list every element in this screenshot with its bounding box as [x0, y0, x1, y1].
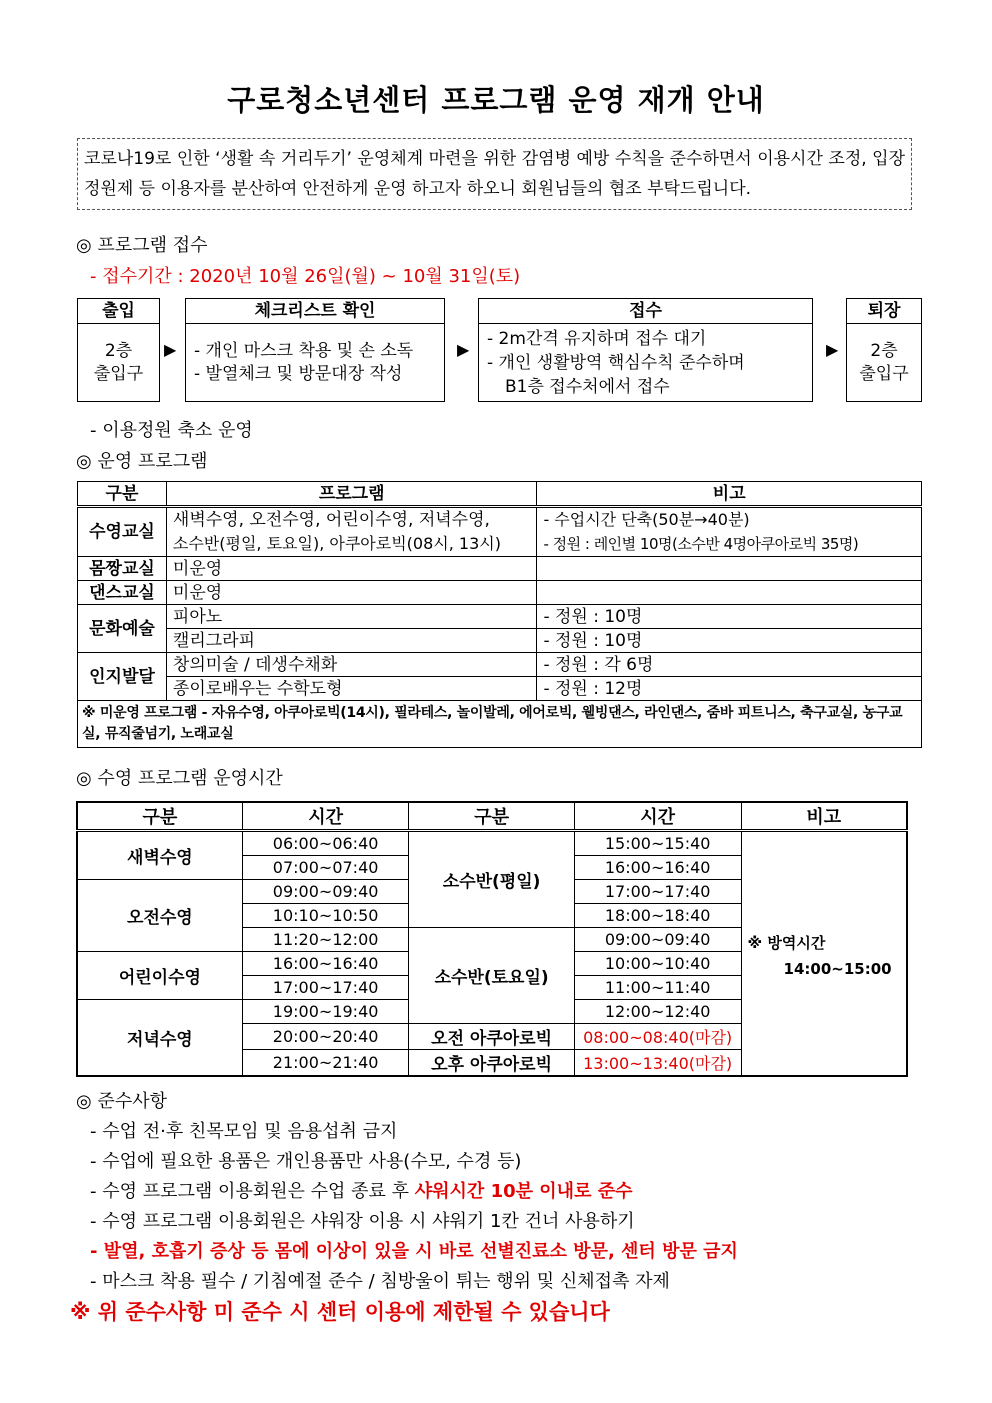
table-row — [78, 629, 922, 653]
table-row — [77, 831, 907, 856]
rule-item: - 수영 프로그램 이용회원은 샤워장 이용 시 샤워기 1칸 건너 사용하기 — [90, 1211, 635, 1232]
program-cell: 캘리그라피 — [166, 629, 537, 653]
rule-item: - 발열, 호흡기 증상 등 몸에 이상이 있을 시 바로 선별진료소 방문, 센터 방문 금지 — [90, 1241, 738, 1262]
program-cell: 창의미술 / 데생수채화 — [166, 653, 537, 677]
program-cell — [166, 507, 537, 557]
step-line: - 발열체크 및 방문대장 작성 — [194, 364, 403, 384]
column-header: 비고 — [741, 802, 907, 831]
column-header: 구분 — [409, 802, 574, 831]
table-header-row — [77, 802, 907, 831]
time-cell: 11:20~12:00 — [242, 928, 409, 952]
note-cell: - 정원 : 12명 — [537, 677, 922, 701]
time-cell: 17:00~17:40 — [574, 880, 741, 904]
program-cell: 미운영 — [166, 581, 537, 605]
step-entry — [77, 298, 160, 402]
step-exit — [846, 298, 922, 402]
program-cell: 피아노 — [166, 605, 537, 629]
category-cell: 오전 아쿠아로빅 — [409, 1024, 574, 1050]
usage-restriction-warning: ※ 위 준수사항 미 준수 시 센터 이용에 제한될 수 있습니다 — [70, 1300, 610, 1324]
step-reception — [478, 298, 813, 402]
reception-note: - 이용정원 축소 운영 — [90, 420, 253, 441]
time-cell: 16:00~16:40 — [242, 952, 409, 976]
step-title: 접수 — [479, 299, 812, 324]
category-cell: 저녁수영 — [77, 1000, 242, 1077]
note-cell: - 정원 : 10명 — [537, 629, 922, 653]
table-row — [78, 605, 922, 629]
step-line: 2층 — [104, 341, 133, 361]
category-cell: 소수반(토요일) — [409, 928, 574, 1024]
table-row — [78, 677, 922, 701]
step-title: 출입 — [78, 299, 159, 324]
category-cell: 댄스교실 — [78, 581, 167, 605]
step-line: - 2m간격 유지하며 접수 대기 — [487, 329, 707, 349]
time-cell: 20:00~20:40 — [242, 1024, 409, 1050]
rule-text: - 수영 프로그램 이용회원은 수업 종료 후 — [90, 1181, 415, 1202]
program-cell: 종이로배우는 수학도형 — [166, 677, 537, 701]
note-cell: - 정원 : 각 6명 — [537, 653, 922, 677]
time-cell: 10:10~10:50 — [242, 904, 409, 928]
table-row — [78, 557, 922, 581]
category-cell: 오전수영 — [77, 880, 242, 952]
table-row — [78, 701, 922, 748]
category-cell: 인지발달 — [78, 653, 167, 701]
time-cell: 12:00~12:40 — [574, 1000, 741, 1024]
category-cell: 새벽수영 — [77, 831, 242, 880]
time-cell: 13:00~13:40(마감) — [574, 1050, 741, 1077]
rules-heading: ◎ 준수사항 — [76, 1091, 167, 1112]
time-cell: 16:00~16:40 — [574, 856, 741, 880]
category-cell: 수영교실 — [78, 507, 167, 557]
table-header-row — [78, 482, 922, 507]
step-line: 출입구 — [859, 364, 909, 384]
step-line: - 개인 마스크 착용 및 손 소독 — [194, 341, 414, 361]
step-checklist — [185, 298, 445, 402]
note-cell — [537, 507, 922, 557]
table-row — [78, 653, 922, 677]
remark-cell — [741, 831, 907, 1077]
step-line: 2층 — [870, 341, 898, 361]
rule-item: - 수업 전·후 친목모임 및 음용섭취 금지 — [90, 1121, 398, 1142]
time-cell: 19:00~19:40 — [242, 1000, 409, 1024]
column-header: 시간 — [574, 802, 741, 831]
program-line: 소수반(평일, 토요일), 아쿠아로빅(08시, 13시) — [172, 534, 501, 553]
column-header: 구분 — [78, 482, 167, 507]
page-title: 구로청소년센터 프로그램 운영 재개 안내 — [227, 83, 765, 117]
rule-item: - 수업에 필요한 용품은 개인용품만 사용(수모, 수경 등) — [90, 1151, 522, 1172]
unavailable-programs-note: ※ 미운영 프로그램 - 자유수영, 아쿠아로빅(14시), 필라테스, 놀이발레, 에어로빅, 웰빙댄스, 라인댄스, 줌바 피트니스, 축구교실, 농구교실, 뮤직줄넘기, 노래교실 — [78, 701, 922, 748]
time-cell: 06:00~06:40 — [242, 831, 409, 856]
programs-heading: ◎ 운영 프로그램 — [76, 451, 208, 472]
note-cell — [537, 557, 922, 581]
program-cell: 미운영 — [166, 557, 537, 581]
time-cell: 09:00~09:40 — [242, 880, 409, 904]
rule-emphasis: 샤워시간 10분 이내로 준수 — [414, 1181, 633, 1202]
column-header: 구분 — [77, 802, 242, 831]
flow-arrow-icon: ▶ — [826, 340, 839, 359]
note-line: - 수업시간 단축(50분→40분) — [543, 510, 750, 529]
time-cell: 21:00~21:40 — [242, 1050, 409, 1077]
step-title: 퇴장 — [847, 299, 921, 324]
step-line: B1층 접수처에서 접수 — [505, 377, 670, 397]
column-header: 시간 — [242, 802, 409, 831]
schedule-heading: ◎ 수영 프로그램 운영시간 — [76, 768, 283, 789]
step-line: - 개인 생활방역 핵심수칙 준수하며 — [487, 353, 745, 373]
step-title: 체크리스트 확인 — [186, 299, 444, 324]
time-cell: 15:00~15:40 — [574, 831, 741, 856]
step-line: 출입구 — [93, 364, 144, 384]
reception-period: - 접수기간 : 2020년 10월 26일(월) ~ 10월 31일(토) — [90, 266, 521, 287]
programs-table — [77, 481, 922, 748]
intro-notice: 코로나19로 인한 ‘생활 속 거리두기’ 운영체계 마련을 위한 감염병 예방 수칙을 준수하면서 이용시간 조정, 입장정원제 등 이용자를 분산하여 안전하게 운영 하고자 하오니 회원님들의 협조 부탁드립니다. — [77, 138, 912, 210]
table-row — [78, 581, 922, 605]
category-cell: 소수반(평일) — [409, 831, 574, 928]
column-header: 프로그램 — [166, 482, 537, 507]
flow-arrow-icon: ▶ — [457, 340, 470, 359]
category-cell: 오후 아쿠아로빅 — [409, 1050, 574, 1077]
rule-item: - 마스크 착용 필수 / 기침예절 준수 / 침방울이 튀는 행위 및 신체접촉 자제 — [90, 1271, 670, 1292]
time-cell: 10:00~10:40 — [574, 952, 741, 976]
table-row — [78, 507, 922, 557]
time-cell: 08:00~08:40(마감) — [574, 1024, 741, 1050]
remark-label: ※ 방역시간 — [747, 934, 826, 952]
time-cell: 17:00~17:40 — [242, 976, 409, 1000]
column-header: 비고 — [537, 482, 922, 507]
time-cell: 07:00~07:40 — [242, 856, 409, 880]
note-cell — [537, 581, 922, 605]
time-cell: 18:00~18:40 — [574, 904, 741, 928]
category-cell: 문화예술 — [78, 605, 167, 653]
time-cell: 09:00~09:40 — [574, 928, 741, 952]
note-cell: - 정원 : 10명 — [537, 605, 922, 629]
reception-heading: ◎ 프로그램 접수 — [76, 235, 208, 256]
remark-time: 14:00~15:00 — [783, 960, 892, 978]
category-cell: 몸짱교실 — [78, 557, 167, 581]
swim-schedule-table — [76, 801, 908, 1077]
time-cell: 11:00~11:40 — [574, 976, 741, 1000]
category-cell: 어린이수영 — [77, 952, 242, 1000]
flow-arrow-icon: ▶ — [164, 340, 177, 359]
note-line: - 정원 : 레인별 10명(소수반 4명아쿠아로빅 35명) — [543, 535, 859, 553]
rule-item — [90, 1177, 633, 1203]
program-line: 새벽수영, 오전수영, 어린이수영, 저녁수영, — [172, 510, 490, 530]
